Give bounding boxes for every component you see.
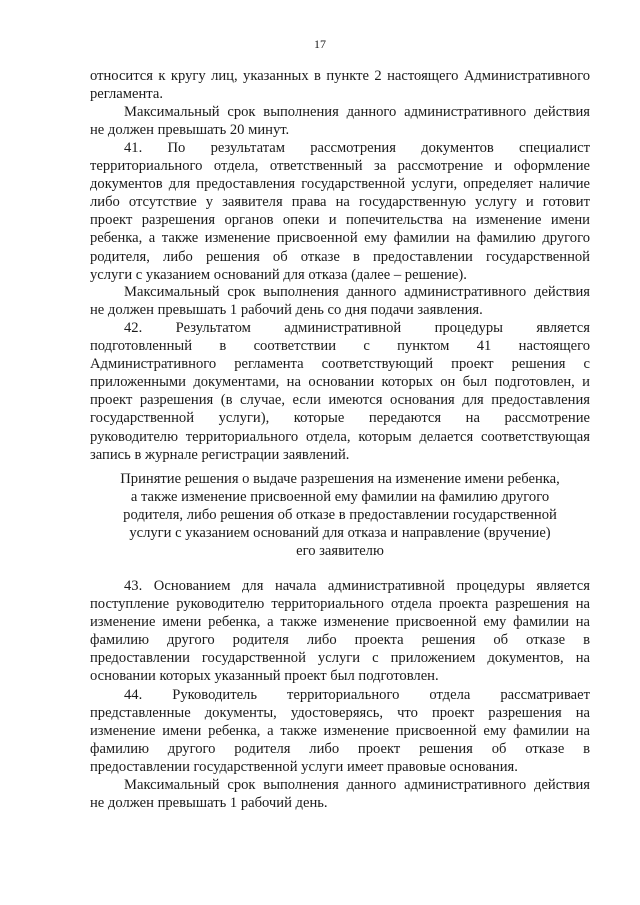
paragraph-44 [90, 686, 590, 776]
text-line: предоставлении государственной услуги имеет правовые основания. [90, 759, 518, 776]
text-line: 43. Основанием для начала административной процедуры является [124, 578, 590, 594]
paragraph-41 [90, 139, 590, 284]
heading-line: а также изменение присвоенной ему фамилии на фамилию другого [130, 489, 550, 506]
text-line: изменение имени ребенка, а также изменение присвоенной ему фамилии на [90, 723, 590, 740]
heading-line: родителя, либо решения об отказе в предоставлении государственной [123, 507, 557, 524]
text-line: 44. Руководитель территориального отдела рассматривает [124, 687, 590, 703]
text-line: основании которых указанный проект был подготовлен. [90, 668, 439, 685]
text-line: изменение имени ребенка, а также изменение присвоенной ему фамилии на [90, 614, 590, 631]
text-line: проект разрешения (в случае, если имеются основания для предоставления [90, 392, 590, 409]
text-line: подготовленный в соответствии с пунктом 41 настоящего [90, 338, 590, 355]
text-line: относится к кругу лиц, указанных в пункте 2 настоящего Административного [90, 68, 590, 84]
paragraph-time-limit-2 [90, 283, 590, 319]
page-number: 17 [314, 37, 326, 51]
text-line: Максимальный срок выполнения данного административного действия [124, 284, 590, 300]
heading-line: его заявителю [296, 543, 384, 560]
text-line: услуги с указанием оснований для отказа (далее – решение). [90, 266, 467, 283]
text-line: фамилию другого родителя либо проект решения об отказе в [90, 741, 590, 758]
paragraph-continuation [90, 67, 590, 103]
paragraph-42 [90, 319, 590, 464]
section-heading [90, 470, 590, 560]
text-line: Максимальный срок выполнения данного административного действия [124, 104, 590, 120]
paragraph-43 [90, 577, 590, 686]
text-line: поступление руководителю территориального отдела проекта разрешения на [90, 596, 590, 613]
text-line: предоставлении государственной услуги с приложением документов, на [90, 650, 590, 667]
text-line: государственной услуги), которые передаются на рассмотрение [90, 410, 590, 427]
text-line: либо отсутствие у заявителя права на государственную услугу и готовит [90, 194, 590, 211]
text-line: Административного регламента соответствующий проект решения с [90, 356, 590, 373]
text-line: ребенка, а также изменение присвоенной ему фамилии на фамилию другого [90, 230, 590, 247]
text-line: территориального отдела, ответственный за рассмотрение и оформление [90, 158, 590, 175]
text-line: фамилию другого родителя либо проекта решения об отказе в [90, 632, 590, 649]
text-line: не должен превышать 1 рабочий день. [90, 795, 328, 812]
text-line: запись в журнале регистрации заявлений. [90, 446, 350, 463]
text-line: не должен превышать 20 минут. [90, 122, 290, 139]
heading-line: Принятие решения о выдаче разрешения на изменение имени ребенка, [120, 471, 560, 487]
paragraph-time-limit-1 [90, 103, 590, 139]
heading-line: услуги с указанием оснований для отказа и направление (вручение) [129, 525, 551, 542]
text-line: представленные документы, удостоверяясь, что проект разрешения на [90, 705, 590, 722]
paragraph-time-limit-3 [90, 776, 590, 812]
text-line: проект разрешения органов опеки и попечительства на изменение имени [90, 212, 590, 229]
text-line: не должен превышать 1 рабочий день со дня подачи заявления. [90, 302, 483, 319]
text-line: Максимальный срок выполнения данного административного действия [124, 777, 590, 793]
text-line: 41. По результатам рассмотрения документов специалист [124, 140, 590, 156]
text-line: регламента. [90, 86, 163, 103]
text-line: руководителю территориального отдела, которым делается соответствующая [90, 428, 590, 445]
text-line: родителя, либо решения об отказе в предоставлении государственной [90, 248, 590, 265]
text-line: документов для предоставления государственной услуги, определяет наличие [90, 176, 590, 193]
text-line: приложенными документами, на основании которых он был подготовлен, и [90, 374, 590, 391]
text-line: 42. Результатом административной процедуры является [124, 320, 590, 336]
